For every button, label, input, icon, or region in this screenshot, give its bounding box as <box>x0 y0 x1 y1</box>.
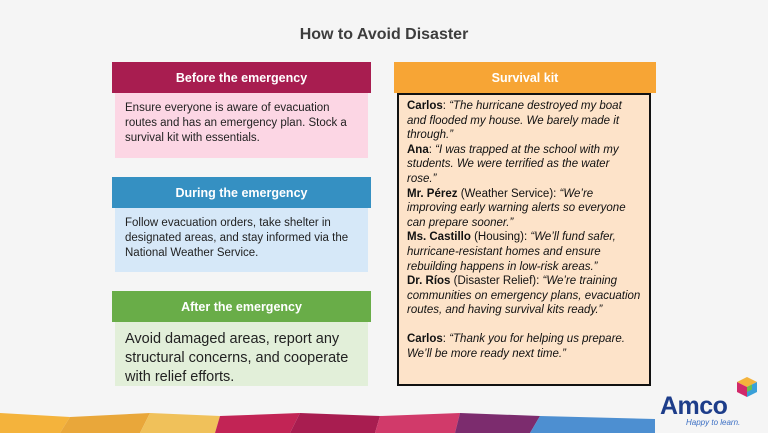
quote-text: “The hurricane destroyed my boat and flooded my house. We barely made it through.” <box>407 100 622 142</box>
quote-speaker: Mr. Pérez <box>407 187 458 200</box>
amco-logo: Amco <box>660 392 728 420</box>
survival-kit-header <box>394 62 656 93</box>
quote-item: Ana: “I was trapped at the school with my students. We were terrified as the water rose.” <box>407 143 619 185</box>
during-emergency-header <box>112 177 371 208</box>
during-emergency-text: Follow evacuation orders, take shelter in designated areas, and stay informed via the National Weather Service. <box>125 217 349 259</box>
page-title: How to Avoid Disaster <box>299 26 469 43</box>
before-emergency-box <box>115 93 368 158</box>
survival-kit-box <box>397 93 651 386</box>
amco-tagline: Happy to learn. <box>686 418 741 427</box>
quote-item: Carlos: “Thank you for helping us prepare. We’ll be more ready next time.” <box>407 332 625 360</box>
quote-speaker: Carlos <box>407 100 443 112</box>
quote-text: “We’re training communities on emergency plans, evacuation routes, and having survival kits ready.” <box>407 275 641 317</box>
after-emergency-heading: After the emergency <box>181 299 302 314</box>
amco-cube-icon <box>736 376 758 398</box>
after-emergency-header <box>112 291 371 322</box>
quote-speaker: Ana <box>407 143 429 156</box>
before-emergency-heading: Before the emergency <box>175 70 308 85</box>
before-emergency-header <box>112 62 371 93</box>
quote-item: Ms. Castillo (Housing): “We’ll fund safer, hurricane-resistant homes and ensure rebuilding happens in low-risk areas.” <box>407 231 616 273</box>
quote-item: Mr. Pérez (Weather Service): “We’re improving early warning alerts so everyone can prepare sooner.” <box>407 187 626 229</box>
footer-stripes <box>0 413 655 433</box>
during-emergency-box <box>115 208 368 272</box>
quote-text: “Thank you for helping us prepare. We’ll be more ready next time.” <box>407 332 625 360</box>
during-emergency-heading: During the emergency <box>175 185 308 200</box>
quote-text: “We’re improving early warning alerts so everyone can prepare sooner.” <box>407 187 626 229</box>
quote-speaker: Carlos <box>407 332 443 345</box>
after-emergency-box <box>115 322 368 386</box>
quote-speaker: Ms. Castillo <box>407 231 471 244</box>
quote-item: Carlos: “The hurricane destroyed my boat and flooded my house. We barely made it through.” <box>407 100 622 142</box>
survival-kit-heading: Survival kit <box>491 70 559 85</box>
quote-speaker: Dr. Ríos <box>407 275 451 288</box>
quote-text: “I was trapped at the school with my students. We were terrified as the water rose.” <box>407 143 619 185</box>
after-emergency-text: Avoid damaged areas, report any structural concerns, and cooperate with relief efforts. <box>125 331 349 385</box>
before-emergency-text: Ensure everyone is aware of evacuation routes and has an emergency plan. Stock a survival kit with essentials. <box>125 102 347 144</box>
quote-item: Dr. Ríos (Disaster Relief): “We’re training communities on emergency plans, evacuation routes, and having survival kits ready.” <box>407 275 641 317</box>
quote-text: “We’ll fund safer, hurricane-resistant homes and ensure rebuilding happens in low-risk areas.” <box>407 231 616 273</box>
